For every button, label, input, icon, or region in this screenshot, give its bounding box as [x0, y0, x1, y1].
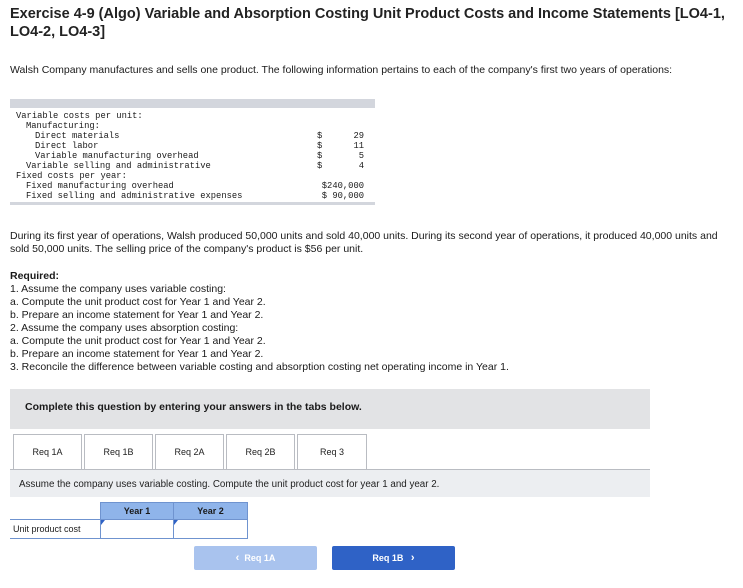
tab-panel-instruction: Assume the company uses variable costing. Compute the unit product cost for year 1 and year 2. — [10, 469, 650, 497]
answer-table-corner — [10, 502, 100, 520]
input-marker-icon — [101, 520, 105, 525]
unit-product-cost-label: Unit product cost — [10, 520, 100, 539]
data-row-value: 4 — [358, 161, 364, 171]
year-1-unit-cost-input[interactable] — [101, 521, 173, 539]
input-marker-icon — [174, 520, 178, 525]
tab-req-3[interactable]: Req 3 — [297, 434, 367, 470]
year-1-header: Year 1 — [100, 502, 174, 520]
prev-req-label: Req 1A — [244, 553, 276, 563]
tab-req-2a[interactable]: Req 2A — [155, 434, 224, 470]
data-row-label: Variable manufacturing overhead — [35, 151, 199, 161]
required-list — [10, 283, 735, 374]
dollar-sign: $ — [317, 131, 323, 141]
required-item: b. Prepare an income statement for Year 1 and Year 2. — [10, 309, 264, 321]
required-heading: Required: — [10, 270, 60, 282]
tab-req-1a[interactable]: Req 1A — [13, 434, 82, 470]
required-item: a. Compute the unit product cost for Year 1 and Year 2. — [10, 335, 266, 347]
dollar-sign: $ — [317, 151, 323, 161]
data-row-label: Variable costs per unit: — [16, 111, 143, 121]
required-item: 1. Assume the company uses variable costing: — [10, 283, 226, 295]
year-2-unit-cost-cell — [173, 520, 248, 539]
year-2-header: Year 2 — [173, 502, 248, 520]
data-row-label: Fixed costs per year: — [16, 171, 127, 181]
intro-text: Walsh Company manufactures and sells one product. The following information pertains to each of the company's first two years of operations: — [10, 64, 673, 76]
data-row-value: $240,000 — [321, 181, 364, 191]
required-item: 2. Assume the company uses absorption costing: — [10, 322, 239, 334]
page-title: Exercise 4-9 (Algo) Variable and Absorption Costing Unit Product Costs and Income Statements [LO4-1, LO4-2, LO4-3] — [10, 6, 725, 40]
tab-req-1b[interactable]: Req 1B — [84, 434, 153, 470]
next-req-label: Req 1B — [372, 553, 404, 563]
dollar-sign: $ — [317, 161, 323, 171]
chevron-left-icon: ‹ — [235, 552, 240, 564]
data-row-label: Direct labor — [35, 141, 99, 151]
data-row-label: Manufacturing: — [26, 121, 100, 131]
required-item: 3. Reconcile the difference between variable costing and absorption costing net operating income in Year 1. — [10, 361, 509, 373]
required-item: b. Prepare an income statement for Year 1 and Year 2. — [10, 348, 264, 360]
data-row-value: 29 — [353, 131, 364, 141]
prev-req-button[interactable] — [194, 546, 317, 570]
scenario-paragraph: During its first year of operations, Walsh produced 50,000 units and sold 40,000 units. During its second year of operations, it produced 40,000 units and sold 50,000 units. The selling price of the company's product is $56 per unit. — [10, 230, 718, 255]
cost-data-table — [10, 99, 375, 205]
next-req-button[interactable] — [332, 546, 455, 570]
year-2-unit-cost-input[interactable] — [174, 521, 247, 539]
required-item: a. Compute the unit product cost for Year 1 and Year 2. — [10, 296, 266, 308]
data-row-label: Direct materials — [35, 131, 120, 141]
chevron-right-icon: › — [410, 552, 415, 564]
data-row-value: 5 — [358, 151, 364, 161]
data-row-label: Variable selling and administrative — [26, 161, 211, 171]
data-row-value: $ 90,000 — [321, 191, 364, 201]
data-row-label: Fixed selling and administrative expenses — [26, 191, 243, 201]
year-1-unit-cost-cell — [100, 520, 174, 539]
dollar-sign: $ — [317, 141, 323, 151]
instruction-banner: Complete this question by entering your answers in the tabs below. — [10, 389, 650, 429]
tab-req-2b[interactable]: Req 2B — [226, 434, 295, 470]
data-row-label: Fixed manufacturing overhead — [26, 181, 174, 191]
data-row-value: 11 — [353, 141, 364, 151]
